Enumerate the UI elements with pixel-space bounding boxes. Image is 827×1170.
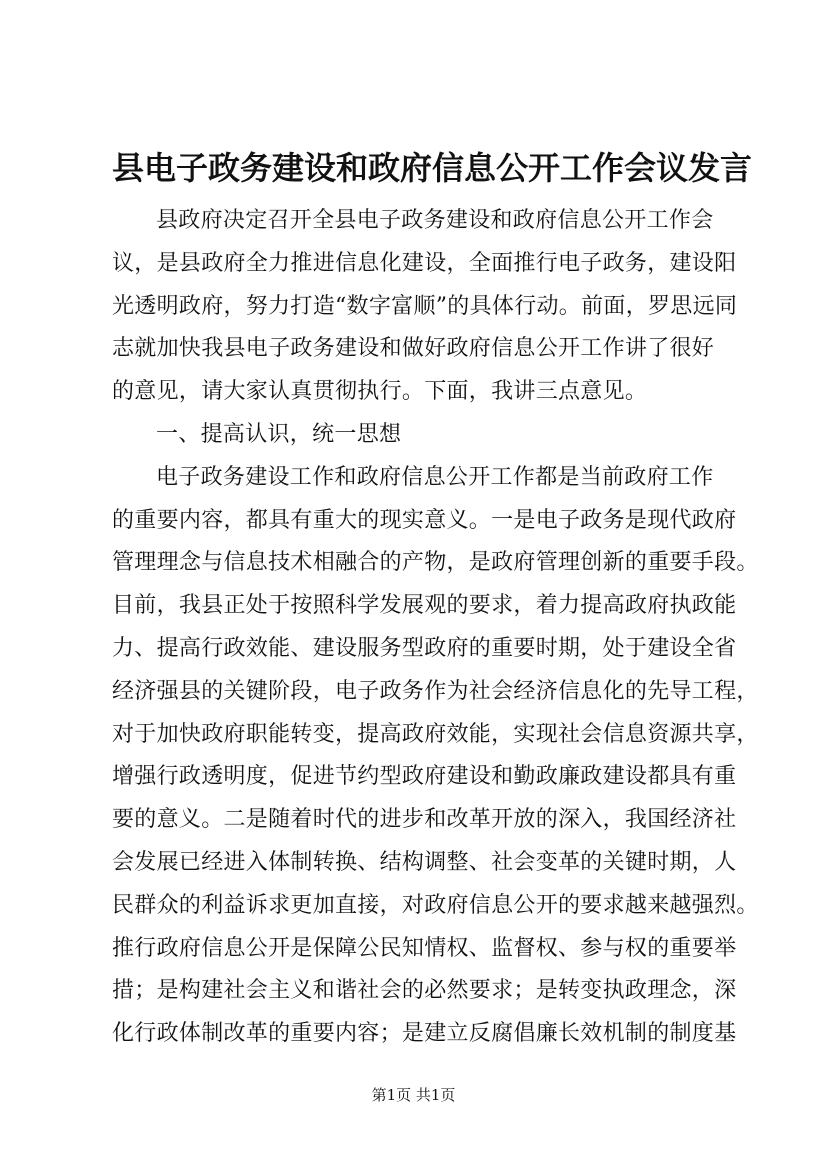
body-line: 县政府决定召开全县电子政务建设和政府信息公开工作会 bbox=[156, 208, 714, 233]
body-line: 民群众的利益诉求更加直接，对政府信息公开的要求越来越强烈。 bbox=[112, 892, 759, 918]
body-line: 措；是构建社会主义和谐社会的必然要求；是转变执政理念，深 bbox=[112, 978, 737, 1004]
page-number-footer: 第1页 共1页 bbox=[371, 1086, 456, 1104]
body-line: 议，是县政府全力推进信息化建设，全面推行电子政务，建设阳 bbox=[112, 250, 737, 276]
body-line: 管理理念与信息技术相融合的产物，是政府管理创新的重要手段。 bbox=[112, 550, 759, 576]
body-line: 推行政府信息公开是保障公民知情权、监督权、参与权的重要举 bbox=[112, 935, 737, 961]
body-line: 对于加快政府职能转变，提高政府效能，实现社会信息资源共享， bbox=[112, 721, 759, 747]
document-body bbox=[112, 200, 759, 1056]
body-line: 目前，我县正处于按照科学发展观的要求，着力提高政府执政能 bbox=[112, 593, 737, 619]
document-title: 县电子政务建设和政府信息公开工作会议发言 bbox=[112, 149, 753, 187]
body-line: 光透明政府，努力打造“数字富顺”的具体行动。前面，罗思远同 bbox=[112, 293, 738, 319]
section-heading: 一、提高认识，统一思想 bbox=[156, 421, 402, 447]
body-line: 电子政务建设工作和政府信息公开工作都是当前政府工作 bbox=[156, 464, 714, 490]
body-line: 的意见，请大家认真贯彻执行。下面，我讲三点意见。 bbox=[112, 379, 648, 405]
body-line: 力、提高行政效能、建设服务型政府的重要时期，处于建设全省 bbox=[112, 635, 737, 661]
body-line: 志就加快我县电子政务建设和做好政府信息公开工作讲了很好 bbox=[112, 336, 715, 362]
body-line: 经济强县的关键阶段，电子政务作为社会经济信息化的先导工程， bbox=[112, 678, 759, 704]
body-line: 会发展已经进入体制转换、结构调整、社会变革的关键时期，人 bbox=[112, 849, 737, 875]
body-line: 的重要内容，都具有重大的现实意义。一是电子政务是现代政府 bbox=[112, 507, 737, 533]
body-line: 增强行政透明度，促进节约型政府建设和勤政廉政建设都具有重 bbox=[112, 764, 737, 790]
body-line: 要的意义。二是随着时代的进步和改革开放的深入，我国经济社 bbox=[112, 807, 737, 833]
body-line: 化行政体制改革的重要内容；是建立反腐倡廉长效机制的制度基 bbox=[112, 1021, 737, 1047]
